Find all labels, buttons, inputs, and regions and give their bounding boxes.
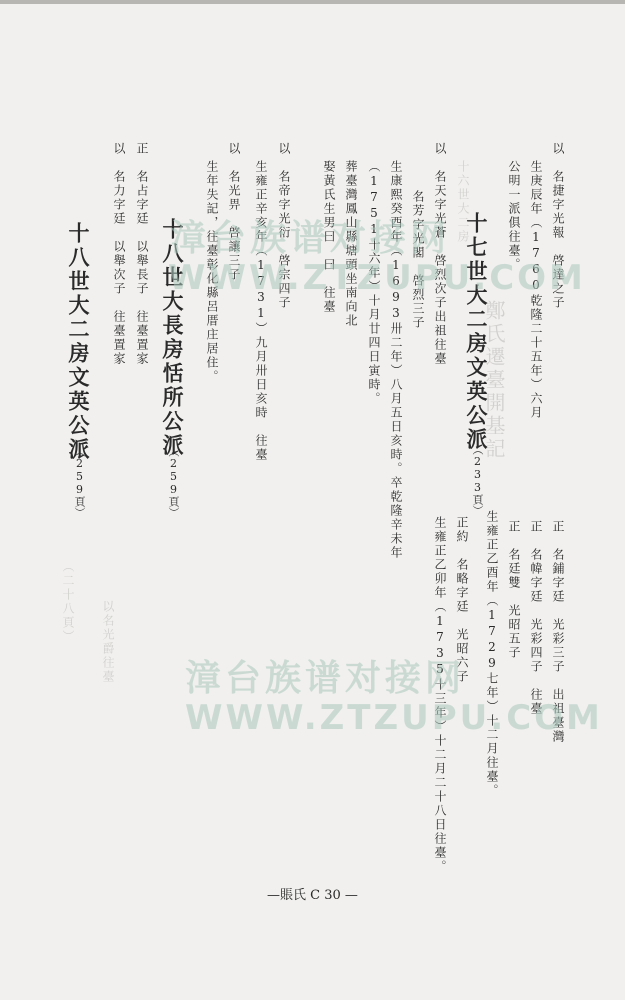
text-column: 以 名天字光蒼 啓烈次子出祖往臺 <box>433 142 447 366</box>
text-column: 生庚辰年（1760乾隆二十五年）六月 <box>529 160 543 420</box>
watermark-text: 漳台族谱对接网 <box>185 658 466 699</box>
section-title: 十七世大二房文英公派 <box>464 212 489 452</box>
text-column: 生雍正乙卯年（1735十三年）十二月二十八日往臺。 <box>433 516 447 874</box>
page-footer: —賬氏 C 30 — <box>267 888 358 903</box>
text-column: 生雍正辛亥年（1731）九月卅日亥時 往臺 <box>254 160 268 462</box>
text-column: 公明一派俱往臺。 <box>507 160 521 272</box>
bleed-through-text: （二十八頁） <box>61 560 75 644</box>
text-column: 以 名力字廷 以舉次子 往臺置家 <box>112 142 126 366</box>
text-column: 生雍正乙酉年（1729七年）十二月往臺。 <box>485 510 499 798</box>
text-column: 正 名占字廷 以舉長子 往臺置家 <box>135 142 149 366</box>
text-column: （1751十六年）十月廿四日寅時。 <box>367 160 381 406</box>
bleed-through-text: 鄭氏遷臺開基記 <box>482 300 506 461</box>
page-top-edge <box>0 0 625 4</box>
text-column: 生年失記，往臺彰化縣呂厝庄居住。 <box>205 160 219 384</box>
text-column: 正 名廷雙 光昭五子 <box>507 520 521 660</box>
text-column: 以 名捷字光報 啓達之子 <box>551 142 565 310</box>
text-column: 正 名鋪字廷 光彩三子 出祖臺灣 <box>551 520 565 744</box>
watermark-url: WWW.ZTZUPU.COM <box>168 258 586 298</box>
watermark-text: 漳台族谱对接网 <box>170 218 451 259</box>
bleed-through-text: 十六世大二房 <box>456 160 470 244</box>
section-title: 十八世大長房恬所公派 <box>160 218 185 458</box>
text-column: 正 名幃字廷 光彩四子 往臺 <box>529 520 543 716</box>
text-column: 生康熙癸酉年（1693卅二年）八月五日亥時。卒乾隆辛未年 <box>389 160 403 560</box>
text-column: 以 名帝字光衍 啓宗四子 <box>277 142 291 310</box>
page-reference: （233頁） <box>471 444 484 516</box>
text-column: 以 名光畀 啓讓三子 <box>227 142 241 282</box>
watermark-url: WWW.ZTZUPU.COM <box>185 698 603 738</box>
page-reference: （259頁） <box>73 446 86 518</box>
text-column: 葬臺灣鳳山縣塘頭坐南向北 <box>344 160 358 328</box>
text-column: 正約 名略字廷 光昭六子 <box>455 516 469 684</box>
text-column: 娶黃氏生男曰 曰 往臺 <box>322 160 336 314</box>
text-column: 名芳字光閣 啓烈三子 <box>411 190 425 330</box>
page-reference: （259頁） <box>167 446 180 518</box>
section-title: 十八世大二房文英公派 <box>66 222 91 462</box>
bleed-through-text: 以名光爵往臺 <box>101 600 115 684</box>
